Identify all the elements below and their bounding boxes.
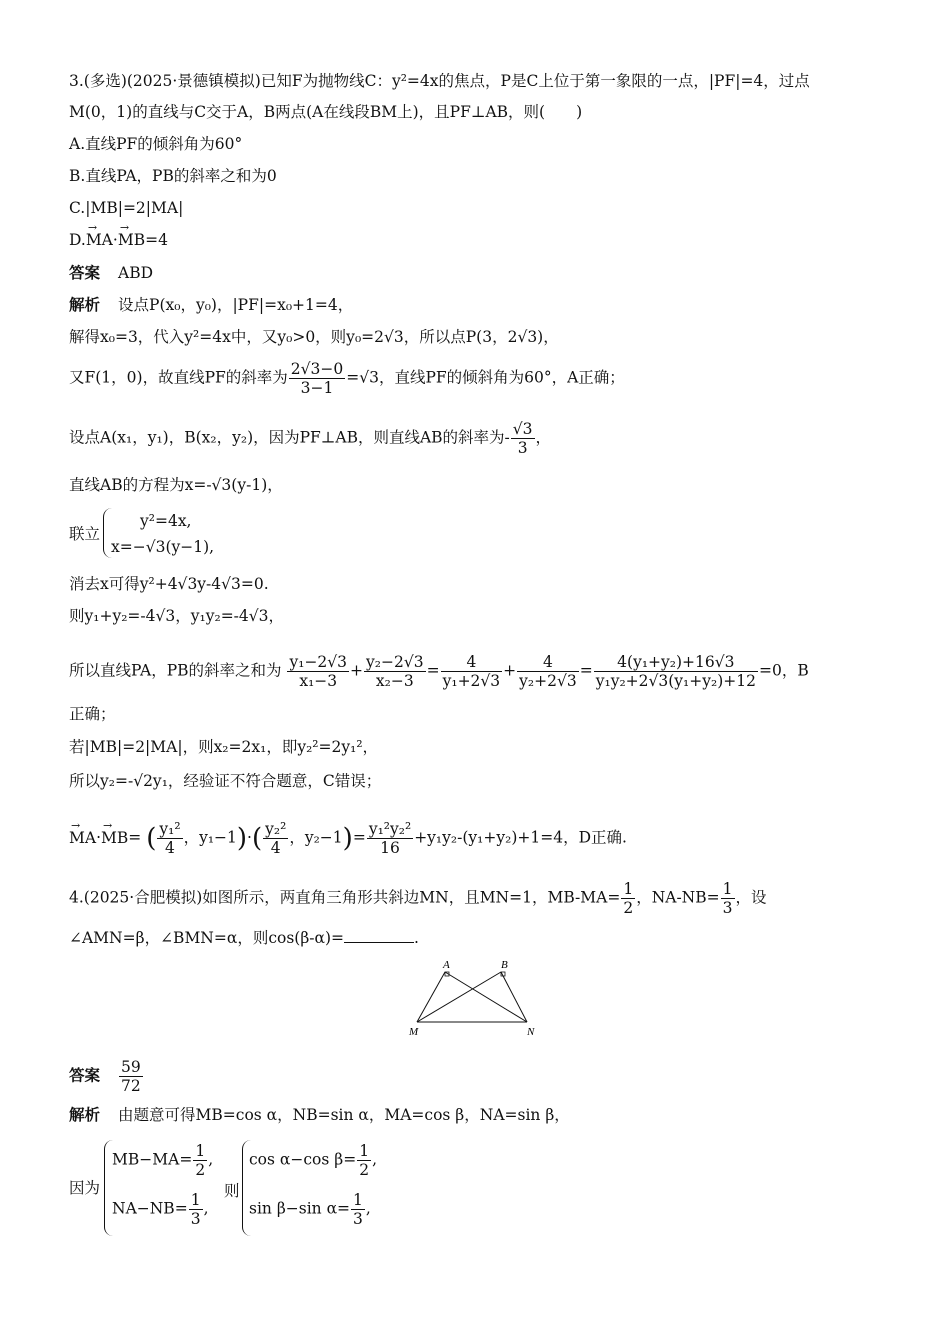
denominator: y₂+2√3 xyxy=(519,672,577,690)
text: ，设 xyxy=(735,888,767,907)
denominator: 3 xyxy=(190,1210,201,1228)
q3-analysis-8: 则y₁+y₂=-4√3，y₁y₂=-4√3， xyxy=(69,607,285,625)
dot-operator: · xyxy=(112,231,118,249)
q3-system-row1: y²=4x, xyxy=(140,512,192,530)
fraction-answer xyxy=(119,1058,143,1095)
fraction-y2sq xyxy=(263,820,288,857)
text: +y₁y₂-(y₁+y₂)+1=4，D正确. xyxy=(414,828,627,847)
q3-system-row2: x=−√3(y−1), xyxy=(111,538,215,556)
q3-analysis-9 xyxy=(69,653,809,690)
text: . xyxy=(414,929,419,947)
plus: + xyxy=(503,661,517,680)
denominator: x₂−3 xyxy=(375,672,414,690)
text: ∠AMN=β，∠BMN=α，则cos(β-α)= xyxy=(69,929,345,947)
q3-analysis-4 xyxy=(69,420,551,457)
q3-opt-d-suffix: =4 xyxy=(145,231,168,249)
plus: + xyxy=(350,661,364,680)
denominator: 4 xyxy=(270,839,281,857)
equals: = xyxy=(352,828,366,847)
q4-stem-line1 xyxy=(69,880,767,917)
text: , xyxy=(203,1199,209,1218)
text: 所以直线PA，PB的斜率之和为 xyxy=(69,661,282,680)
text: ， xyxy=(535,428,552,447)
q3-analysis-2: 解得x₀=3，代入y²=4x中，又y₀>0，则y₀=2√3，所以点P(3，2√3)， xyxy=(69,328,559,346)
fraction-kpa xyxy=(287,653,349,690)
vector-mb: → MB xyxy=(101,827,128,849)
label-a: A xyxy=(443,959,450,971)
q3-analysis-10: 正确； xyxy=(69,705,116,723)
q3-analysis-1 xyxy=(69,294,353,316)
q4-system2-row1 xyxy=(249,1142,377,1179)
text: MB−MA= xyxy=(112,1150,193,1169)
q3-analysis-5: 直线AB的方程为x=-√3(y-1)， xyxy=(69,476,283,494)
q4-because-label: 因为 xyxy=(69,1179,101,1197)
text: ，y₁−1 xyxy=(183,828,237,847)
answer-label: 答案 xyxy=(69,263,101,282)
q3-option-c: C.|MB|=2|MA| xyxy=(69,199,184,217)
analysis-label: 解析 xyxy=(69,1105,101,1124)
q3-system-label: 联立 xyxy=(69,525,101,543)
fraction-product xyxy=(367,820,413,857)
fraction-slope-ab xyxy=(511,420,535,457)
numerator: 4 xyxy=(441,653,503,672)
text: ，y₂−1 xyxy=(289,828,343,847)
denominator: 2 xyxy=(623,899,634,917)
text: ，NA-NB= xyxy=(636,888,720,907)
numerator: 1 xyxy=(190,1191,201,1209)
dot-operator: · xyxy=(96,828,102,847)
denominator: 4 xyxy=(165,839,175,857)
q3-option-a: A.直线PF的倾斜角为60° xyxy=(69,135,243,153)
numerator: 4(y₁+y₂)+16√3 xyxy=(594,653,758,672)
q4-system1-row1 xyxy=(112,1142,213,1179)
label-m: M xyxy=(409,1026,419,1038)
numerator: y₂−2√3 xyxy=(366,653,424,671)
denominator: y₁+2√3 xyxy=(442,672,501,690)
numerator: y₂² xyxy=(265,820,287,838)
fraction xyxy=(189,1191,203,1228)
q3-stem-line1: 3.(多选)(2025·景德镇模拟)已知F为抛物线C：y²=4x的焦点，P是C上位于第一象限的一点，|PF|=4，过点 xyxy=(69,72,810,90)
numerator: 1 xyxy=(195,1142,206,1160)
label-b: B xyxy=(501,959,508,971)
text: cos α−cos β= xyxy=(249,1150,357,1169)
q3-analysis-7: 消去x可得y²+4√3y-4√3=0. xyxy=(69,575,269,593)
fraction-third xyxy=(721,880,735,917)
vector-ma: → MA xyxy=(86,229,113,251)
equals: = xyxy=(128,828,142,847)
numerator: 1 xyxy=(722,880,733,898)
denominator: 2 xyxy=(359,1161,370,1179)
denominator: 16 xyxy=(380,839,400,857)
triangle-figure xyxy=(405,955,550,1040)
segment-mb xyxy=(417,972,501,1022)
numerator: 1 xyxy=(623,880,634,898)
denominator: 72 xyxy=(121,1077,141,1095)
numerator: y₁² xyxy=(159,820,181,838)
fraction-b xyxy=(517,653,579,690)
vector-ma: → MA xyxy=(69,827,96,849)
vector-mb: → MB xyxy=(118,229,145,251)
text: =0，B xyxy=(758,661,809,680)
text: 4.(2025·合肥模拟)如图所示，两直角三角形共斜边MN，且MN=1，MB-MA= xyxy=(69,888,621,907)
segment-ma xyxy=(417,972,445,1022)
label-n: N xyxy=(527,1026,535,1038)
q4-answer xyxy=(69,1058,144,1095)
q3-stem-line2: M(0，1)的直线与C交于A，B两点(A在线段BM上)，且PF⊥AB，则( ) xyxy=(69,103,583,121)
fraction xyxy=(193,1142,207,1179)
denominator: 3−1 xyxy=(300,379,334,397)
q4-system2-row2 xyxy=(249,1191,371,1228)
numerator: √3 xyxy=(512,420,533,438)
fraction-kpb xyxy=(364,653,426,690)
answer-value: ABD xyxy=(118,264,154,282)
answer-label: 答案 xyxy=(69,1065,101,1085)
fraction-slope-pf xyxy=(289,360,345,397)
text: , xyxy=(372,1150,378,1169)
segment-an xyxy=(445,972,527,1022)
numerator: 1 xyxy=(353,1191,363,1209)
analysis-text: 设点P(x₀，y₀)，|PF|=x₀+1=4， xyxy=(118,296,354,314)
denominator: 3 xyxy=(353,1210,363,1228)
fraction xyxy=(357,1142,371,1179)
denominator: x₁−3 xyxy=(299,672,338,690)
q3-analysis-11: 若|MB|=2|MA|，则x₂=2x₁，即y₂²=2y₁²， xyxy=(69,738,379,756)
q4-then-label: 则 xyxy=(224,1182,240,1200)
fraction-a xyxy=(441,653,503,690)
text: , xyxy=(208,1150,214,1169)
text: =√3，直线PF的倾斜角为60°，A正确； xyxy=(346,368,625,387)
q3-option-d xyxy=(69,229,168,251)
numerator: 4 xyxy=(517,653,579,672)
q3-analysis-13: → MA·→ MB= ( $\frac{\text{y₁²}}{4}$ ，y₁−1)·( $\frac{\text{y₂²}}{4}$ ，y₂−1)= $\frac{\text{y₁²y₂²}}{16}$ +y₁y₂-(y₁+y₂)+1=4，D正确. xyxy=(69,820,627,857)
analysis-label: 解析 xyxy=(69,295,101,314)
q4-analysis-1 xyxy=(69,1104,570,1126)
analysis-text: 由题意可得MB=cos α，NB=sin α，MA=cos β，NA=sin β， xyxy=(118,1106,570,1124)
numerator: 2√3−0 xyxy=(290,360,344,378)
dot-operator: · xyxy=(247,828,252,847)
numerator: y₁²y₂² xyxy=(368,820,412,838)
denominator: 2 xyxy=(195,1161,206,1179)
answer-blank xyxy=(344,942,414,943)
q3-analysis-12: 所以y₂=-√2y₁，经验证不符合题意，C错误； xyxy=(69,772,382,790)
text: , xyxy=(365,1199,371,1218)
numerator: y₁−2√3 xyxy=(289,653,348,671)
fraction xyxy=(351,1191,365,1228)
denominator: 3 xyxy=(722,899,733,917)
q3-option-b: B.直线PA，PB的斜率之和为0 xyxy=(69,167,277,185)
equals: = xyxy=(579,661,593,680)
text: 设点A(x₁，y₁)，B(x₂，y₂)，因为PF⊥AB，则直线AB的斜率为- xyxy=(69,428,510,447)
fraction-y1sq xyxy=(157,820,182,857)
q3-answer xyxy=(69,262,153,284)
numerator: 59 xyxy=(121,1058,141,1076)
fraction-combined xyxy=(594,653,758,690)
equals: = xyxy=(426,661,440,680)
denominator: y₁y₂+2√3(y₁+y₂)+12 xyxy=(595,672,756,690)
q4-stem-line2 xyxy=(69,927,419,949)
fraction-half xyxy=(621,880,635,917)
q3-opt-d-prefix: D. xyxy=(69,231,86,249)
q4-system1-row2 xyxy=(112,1191,209,1228)
denominator: 3 xyxy=(517,439,528,457)
text: NA−NB= xyxy=(112,1199,188,1218)
text: sin β−sin α= xyxy=(249,1199,351,1218)
numerator: 1 xyxy=(359,1142,370,1160)
q3-analysis-3 xyxy=(69,360,625,397)
text: 又F(1，0)，故直线PF的斜率为 xyxy=(69,368,288,387)
